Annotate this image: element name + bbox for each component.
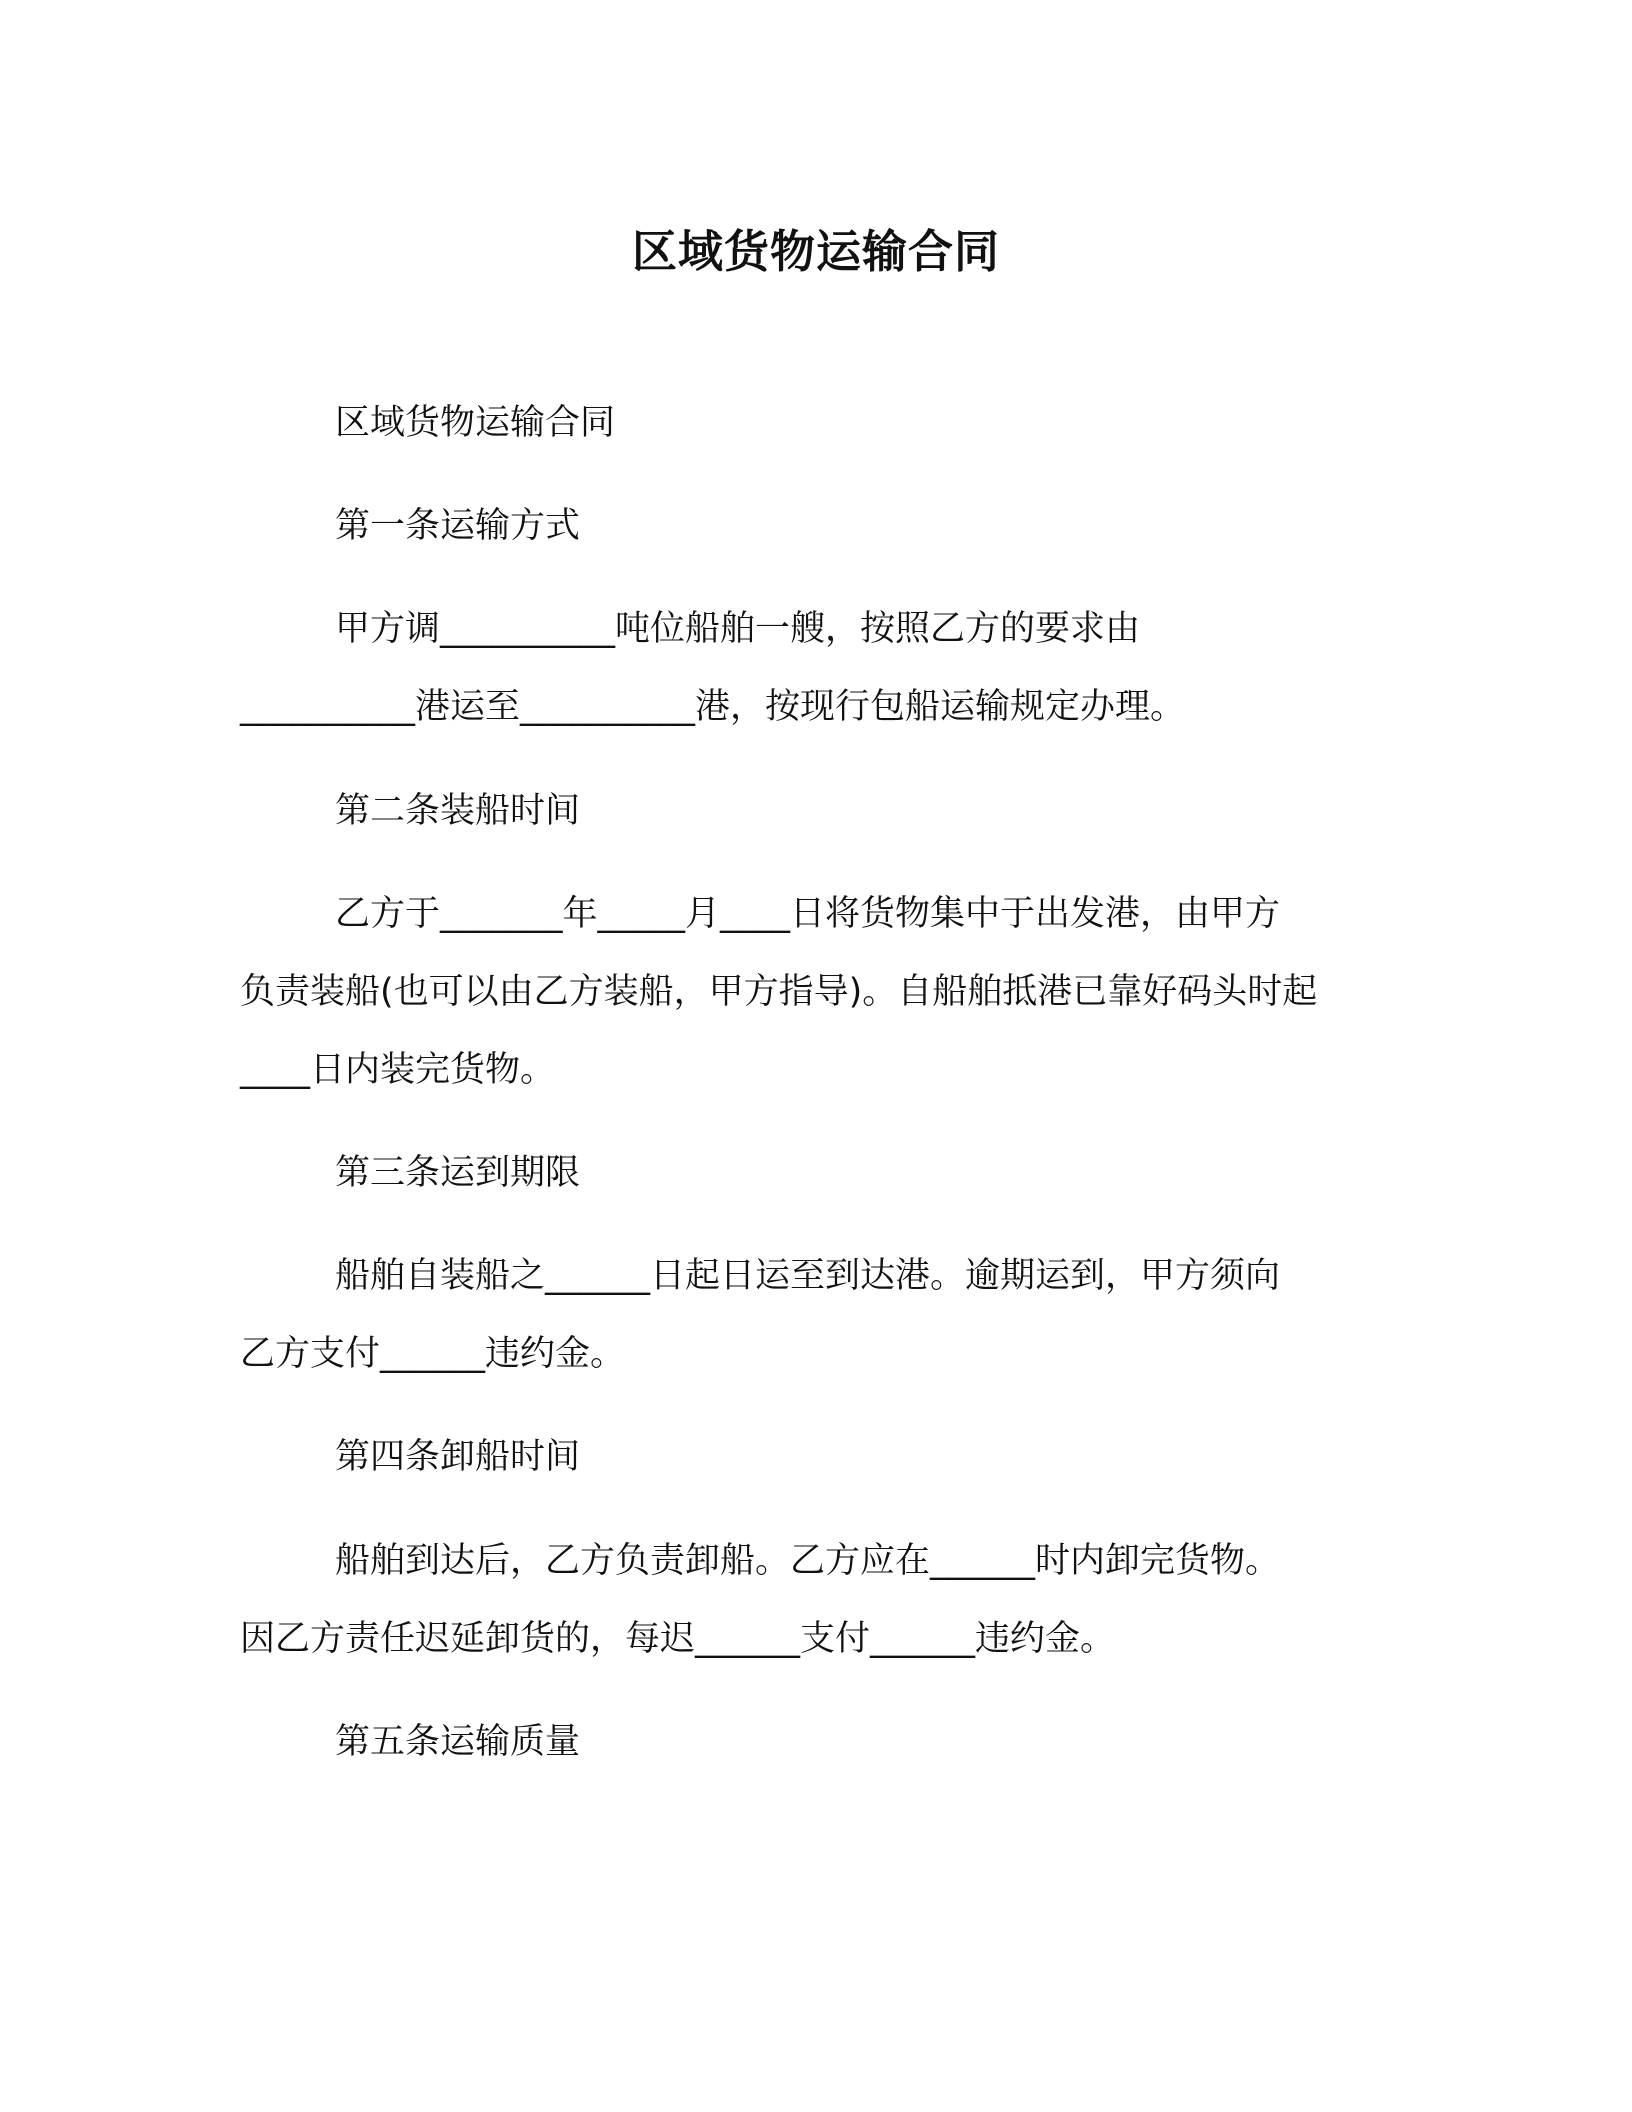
section-heading-1: 第一条运输方式 [335, 506, 581, 546]
section-body-4 [240, 1522, 1395, 1678]
body-line: 负责装船(也可以由乙方装船，甲方指导)。自船舶抵港已靠好码头时起 [240, 972, 1318, 1012]
section-heading-3: 第三条运到期限 [335, 1153, 581, 1193]
body-line: 船舶到达后，乙方负责卸船。乙方应在______时内卸完货物。 [335, 1541, 1281, 1581]
section-body-3 [240, 1237, 1395, 1393]
body-line: 乙方于_______年_____月____日将货物集中于出发港，由甲方 [335, 894, 1281, 934]
section-heading-2: 第二条装船时间 [335, 791, 581, 831]
section-body-2 [240, 875, 1395, 1109]
body-line: 船舶自装船之______日起日运至到达港。逾期运到，甲方须向 [335, 1256, 1281, 1296]
body-line: 因乙方责任迟延卸货的，每迟______支付______违约金。 [240, 1619, 1116, 1659]
document-title: 区域货物运输合同 [631, 225, 1000, 278]
body-line: ____日内装完货物。 [240, 1050, 556, 1090]
body-line: 甲方调__________吨位船舶一艘，按照乙方的要求由 [335, 609, 1141, 649]
section-heading-5: 第五条运输质量 [335, 1722, 581, 1762]
body-line: 乙方支付______违约金。 [240, 1334, 626, 1374]
section-heading-4: 第四条卸船时间 [335, 1437, 581, 1477]
body-line: __________港运至__________港，按现行包船运输规定办理。 [240, 687, 1186, 727]
document-subtitle: 区域货物运输合同 [335, 403, 616, 443]
section-body-1 [240, 590, 1395, 746]
